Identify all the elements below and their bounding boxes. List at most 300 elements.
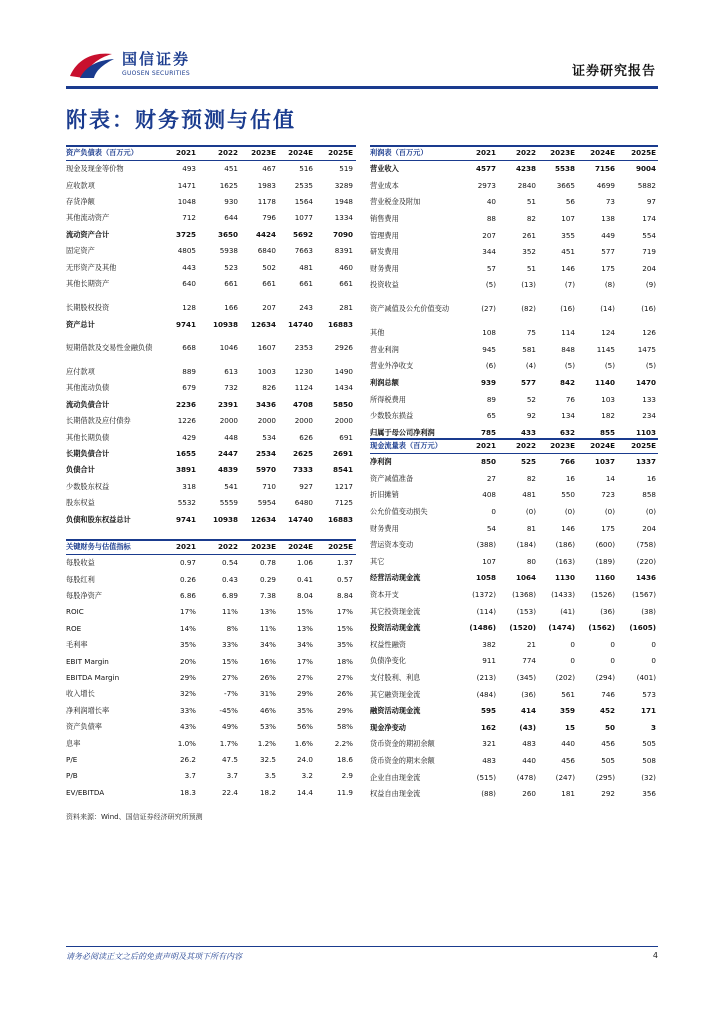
cell-value: 15% — [222, 656, 238, 666]
cell-value: 18% — [337, 656, 353, 666]
cell-value: 4699 — [596, 180, 615, 190]
cell-value: 8.84 — [336, 590, 353, 600]
row-label: 短期借款及交易性金融负债 — [66, 343, 153, 353]
cell-value: 2025E — [328, 541, 353, 551]
cell-value: 0 — [491, 506, 496, 516]
cell-value: 5850 — [332, 399, 353, 409]
cell-value: 21 — [526, 639, 536, 649]
table-row — [370, 178, 658, 195]
cell-value: 502 — [262, 262, 276, 272]
row-label: 长期借款及应付债券 — [66, 416, 131, 426]
cell-value: 8% — [226, 623, 238, 633]
table-row — [66, 719, 356, 735]
cell-value: (202) — [555, 672, 575, 682]
cell-value: 483 — [482, 755, 496, 765]
disclaimer-note: 请务必阅读正文之后的免责声明及其项下所有内容 — [66, 952, 242, 961]
row-label: 现金净变动 — [370, 722, 406, 732]
cell-value: 128 — [182, 303, 196, 313]
cell-value: 32.5 — [259, 754, 276, 764]
cell-value: 146 — [561, 523, 575, 533]
cell-value: 43% — [180, 722, 196, 732]
cell-value: 2691 — [332, 448, 353, 458]
cell-value: (32) — [641, 772, 656, 782]
cell-value: (1605) — [629, 623, 656, 633]
cell-value: 18.3 — [179, 787, 196, 797]
table-row — [66, 653, 356, 669]
cell-value: (189) — [595, 556, 615, 566]
cell-value: 746 — [601, 689, 615, 699]
cell-value: 355 — [561, 230, 575, 240]
cell-value: 1145 — [596, 344, 615, 354]
cell-value: 911 — [482, 656, 496, 666]
table-row — [66, 161, 356, 177]
table-row — [66, 276, 356, 292]
table-row — [370, 471, 658, 488]
cell-value: 20% — [180, 656, 196, 666]
cell-value: 1.7% — [219, 738, 238, 748]
cell-value: 5954 — [257, 498, 276, 508]
cell-value: 234 — [642, 411, 656, 421]
cell-value: 719 — [642, 247, 656, 257]
table-header-row — [370, 438, 658, 454]
cell-value: (478) — [516, 772, 536, 782]
row-label: 财务费用 — [370, 523, 399, 533]
cell-value: 14% — [180, 623, 196, 633]
cell-value: (1562) — [588, 623, 615, 633]
table-row — [66, 511, 356, 527]
cell-value: (0) — [645, 506, 656, 516]
cell-value: 481 — [299, 262, 313, 272]
cell-value: 114 — [561, 328, 575, 338]
cell-value: 0.57 — [336, 574, 353, 584]
cell-value: 691 — [339, 432, 353, 442]
cell-value: 2022 — [217, 147, 238, 157]
income-statement-table — [370, 145, 658, 439]
table-row — [66, 317, 356, 333]
cell-value: 8541 — [332, 465, 353, 475]
cell-value: 58% — [337, 722, 353, 732]
cell-value: 2021 — [175, 541, 196, 551]
cell-value: 414 — [520, 706, 536, 716]
table-row — [66, 364, 356, 380]
cell-value: 1470 — [635, 377, 656, 387]
cell-value: 1230 — [294, 366, 313, 376]
cell-value: 1124 — [294, 383, 313, 393]
cell-value: 17% — [180, 607, 196, 617]
cell-value: 644 — [224, 213, 238, 223]
cell-value: 18.6 — [336, 754, 353, 764]
row-label: 支付股利、利息 — [370, 672, 421, 682]
cell-value: 40 — [486, 197, 496, 207]
cell-value: 12634 — [250, 319, 276, 329]
cell-value: 2022 — [515, 147, 536, 157]
cell-value: 174 — [642, 213, 656, 223]
cell-value: 146 — [561, 263, 575, 273]
cell-value: 2625 — [292, 448, 313, 458]
cell-value: 51 — [526, 197, 536, 207]
table-row — [370, 620, 658, 637]
cell-value: 2000 — [219, 416, 238, 426]
cell-value: (36) — [600, 606, 615, 616]
cell-value: 930 — [224, 196, 238, 206]
cell-value: 171 — [640, 706, 656, 716]
cell-value: 710 — [262, 481, 276, 491]
table-row — [370, 703, 658, 720]
cell-value: 175 — [601, 523, 615, 533]
cell-value: 451 — [224, 164, 238, 174]
report-type: 证券研究报告 — [571, 64, 656, 79]
table-row — [370, 211, 658, 228]
cell-value: 826 — [262, 383, 276, 393]
cell-value: (0) — [525, 506, 536, 516]
cell-value: 855 — [599, 427, 615, 437]
cell-value: 29% — [180, 672, 196, 682]
cell-value: (9) — [645, 280, 656, 290]
cash-flow-table — [370, 438, 658, 804]
cell-value: 449 — [601, 230, 615, 240]
cell-value: 1217 — [334, 481, 353, 491]
row-label: 经营活动现金流 — [370, 573, 421, 583]
cell-value: 440 — [561, 739, 575, 749]
cell-value: (515) — [476, 772, 496, 782]
cell-value: 11.9 — [336, 787, 353, 797]
table-row — [66, 429, 356, 445]
table-row — [66, 479, 356, 495]
cell-value: (184) — [516, 540, 536, 550]
cell-value: 2023E — [550, 440, 575, 450]
cell-value: 162 — [480, 722, 496, 732]
row-label: 融资活动现金流 — [370, 706, 421, 716]
cell-value: 3891 — [175, 465, 196, 475]
cell-value: 1948 — [334, 196, 353, 206]
row-label: 无形资产及其他 — [66, 262, 117, 272]
cell-value: 5559 — [219, 498, 238, 508]
cell-value: 2023E — [251, 541, 276, 551]
row-label: 营业外净收支 — [370, 361, 414, 371]
cell-value: 0 — [651, 639, 656, 649]
cell-value: (27) — [481, 304, 496, 314]
footer-divider — [66, 946, 658, 947]
cell-value: 2973 — [477, 180, 496, 190]
cell-value: 46% — [260, 705, 276, 715]
cell-value: 2022 — [217, 541, 238, 551]
row-label: 所得税费用 — [370, 394, 406, 404]
cell-value: 14740 — [287, 319, 313, 329]
cell-value: 2024E — [288, 541, 313, 551]
cell-value: (14) — [600, 304, 615, 314]
cell-value: 207 — [482, 230, 496, 240]
table-row — [370, 244, 658, 261]
cell-value: 52 — [526, 394, 536, 404]
table-row — [370, 325, 658, 342]
cell-value: 207 — [262, 303, 276, 313]
table-row — [66, 768, 356, 784]
row-label: 营业成本 — [370, 180, 399, 190]
table-row — [66, 259, 356, 275]
table-row — [370, 637, 658, 654]
cell-value: 1471 — [177, 180, 196, 190]
row-label: 毛利率 — [66, 640, 88, 650]
cell-value: 712 — [182, 213, 196, 223]
row-label: 折旧摊销 — [370, 490, 399, 500]
cell-value: 7.38 — [259, 590, 276, 600]
cell-value: 26% — [337, 689, 353, 699]
table-row — [370, 342, 658, 359]
cell-value: 554 — [642, 230, 656, 240]
cell-value: 2021 — [475, 440, 496, 450]
cell-value: 1048 — [177, 196, 196, 206]
table-row — [66, 686, 356, 702]
table-row — [370, 504, 658, 521]
cell-value: 54 — [486, 523, 496, 533]
cell-value: 181 — [561, 789, 575, 799]
cell-value: -45% — [219, 705, 238, 715]
table-row — [370, 161, 658, 178]
row-label: 货币资金的期末余额 — [370, 755, 435, 765]
table-row — [66, 670, 356, 686]
cell-value: 2024E — [590, 147, 615, 157]
cell-value: 0.78 — [259, 558, 276, 568]
cell-value: 640 — [182, 278, 196, 288]
cell-value: 24.0 — [296, 754, 313, 764]
cell-value: 2534 — [255, 448, 276, 458]
cell-value: 3650 — [217, 229, 238, 239]
cell-value: 2021 — [175, 147, 196, 157]
cell-value: (153) — [516, 606, 536, 616]
cell-value: 523 — [224, 262, 238, 272]
cell-value: 467 — [262, 164, 276, 174]
cell-value: 27 — [486, 473, 496, 483]
cell-value: 0 — [570, 656, 575, 666]
cell-value: 1130 — [554, 573, 575, 583]
cell-value: 75 — [526, 328, 536, 338]
cell-value: 2926 — [334, 343, 353, 353]
cell-value: 243 — [299, 303, 313, 313]
row-label: 财务费用 — [370, 263, 399, 273]
cell-value: (43) — [519, 722, 536, 732]
cell-value: 1.2% — [257, 738, 276, 748]
row-label: 营业收入 — [370, 164, 399, 174]
row-label: 资产总计 — [66, 319, 95, 329]
cell-value: 2.2% — [334, 738, 353, 748]
cell-value: (295) — [595, 772, 615, 782]
cell-value: 1077 — [294, 213, 313, 223]
row-label: 其它 — [370, 556, 385, 566]
cell-value: 5532 — [177, 498, 196, 508]
cell-value: 1.37 — [336, 558, 353, 568]
cell-value: (5) — [604, 361, 615, 371]
cell-value: 261 — [522, 230, 536, 240]
cell-value: (8) — [604, 280, 615, 290]
cell-value: (484) — [476, 689, 496, 699]
cell-value: 13% — [260, 607, 276, 617]
table-header-row — [370, 145, 658, 161]
cell-value: 2025E — [328, 147, 353, 157]
cell-value: 53% — [260, 722, 276, 732]
cell-value: 1.0% — [177, 738, 196, 748]
row-label: 现金流量表（百万元） — [370, 440, 442, 450]
cell-value: (163) — [555, 556, 575, 566]
table-row — [66, 588, 356, 604]
cell-value: 4424 — [255, 229, 276, 239]
cell-value: 577 — [601, 247, 615, 257]
cell-value: 2236 — [175, 399, 196, 409]
cell-value: 281 — [339, 303, 353, 313]
row-label: ROIC — [66, 607, 84, 617]
cell-value: 505 — [642, 739, 656, 749]
row-label: 投资收益 — [370, 280, 399, 290]
cell-value: 16883 — [327, 514, 353, 524]
cell-value: 175 — [601, 263, 615, 273]
row-label: 少数股东损益 — [370, 411, 414, 421]
cell-value: (16) — [641, 304, 656, 314]
table-row — [370, 570, 658, 587]
cell-value: (5) — [485, 280, 496, 290]
table-header-row — [66, 539, 356, 555]
cell-value: (600) — [595, 540, 615, 550]
cell-value: 550 — [561, 490, 575, 500]
row-label: 每股收益 — [66, 558, 95, 568]
key-indicators-table — [66, 539, 356, 801]
cell-value: 5538 — [554, 164, 575, 174]
cell-value: (401) — [636, 672, 656, 682]
brand-name-en: GUOSEN SECURITIES — [122, 70, 191, 77]
cell-value: 124 — [601, 328, 615, 338]
row-label: 资产减值准备 — [370, 473, 414, 483]
cell-value: 1983 — [257, 180, 276, 190]
cell-value: 3725 — [175, 229, 196, 239]
cell-value: 1.6% — [294, 738, 313, 748]
row-label: 负债合计 — [66, 465, 95, 475]
cell-value: (1474) — [548, 623, 575, 633]
table-row — [370, 670, 658, 687]
row-label: 关键财务与估值指标 — [66, 541, 131, 551]
row-label: 负债净变化 — [370, 656, 406, 666]
cell-value: 626 — [299, 432, 313, 442]
cell-value: 1160 — [594, 573, 615, 583]
row-label: 其他流动资产 — [66, 213, 110, 223]
cell-value: 1037 — [594, 457, 615, 467]
cell-value: 2447 — [217, 448, 238, 458]
cell-value: 661 — [339, 278, 353, 288]
cell-value: 14740 — [287, 514, 313, 524]
cell-value: (247) — [555, 772, 575, 782]
brand-name-cn: 国信证券 — [122, 50, 191, 68]
cell-value: (41) — [560, 606, 575, 616]
cell-value: 440 — [522, 755, 536, 765]
cell-value: 3436 — [255, 399, 276, 409]
table-row — [66, 462, 356, 478]
cell-value: 679 — [182, 383, 196, 393]
row-label: 权益性融资 — [370, 639, 406, 649]
cell-value: 108 — [482, 328, 496, 338]
cell-value: 460 — [339, 262, 353, 272]
table-row — [66, 210, 356, 226]
cell-value: 595 — [480, 706, 496, 716]
cell-value: 13% — [297, 623, 313, 633]
cell-value: 632 — [559, 427, 575, 437]
row-label: 资产负债表（百万元） — [66, 147, 138, 157]
cell-value: 89 — [486, 394, 496, 404]
cell-value: (1486) — [469, 623, 496, 633]
cell-value: 4805 — [177, 246, 196, 256]
cell-value: (38) — [641, 606, 656, 616]
cell-value: 2535 — [294, 180, 313, 190]
table-row — [370, 194, 658, 211]
table-row — [370, 520, 658, 537]
row-label: 资产负债率 — [66, 722, 102, 732]
cell-value: 51 — [526, 263, 536, 273]
cell-value: 889 — [182, 366, 196, 376]
row-label: EBIT Margin — [66, 656, 109, 666]
cell-value: 2024E — [288, 147, 313, 157]
cell-value: 9741 — [175, 514, 196, 524]
cell-value: -7% — [224, 689, 238, 699]
cell-value: 774 — [522, 656, 536, 666]
row-label: 资产减值及公允价值变动 — [370, 304, 450, 314]
table-row — [66, 735, 356, 751]
table-row — [66, 227, 356, 243]
cell-value: 481 — [522, 490, 536, 500]
cell-value: (88) — [481, 789, 496, 799]
row-label: ROE — [66, 623, 82, 633]
cell-value: 34% — [297, 640, 313, 650]
cell-value: 14 — [605, 473, 615, 483]
cell-value: 0 — [610, 639, 615, 649]
cell-value: (1372) — [472, 589, 496, 599]
cell-value: 26.2 — [179, 754, 196, 764]
cell-value: 8.04 — [296, 590, 313, 600]
cell-value: 1178 — [257, 196, 276, 206]
cell-value: 260 — [522, 789, 536, 799]
cell-value: 2000 — [294, 416, 313, 426]
cell-value: 0.54 — [221, 558, 238, 568]
cell-value: 31% — [260, 689, 276, 699]
cell-value: 661 — [224, 278, 238, 288]
cell-value: 6.86 — [179, 590, 196, 600]
cell-value: 525 — [520, 457, 536, 467]
row-label: 货币资金的期初余额 — [370, 739, 435, 749]
row-label: EBITDA Margin — [66, 672, 120, 682]
cell-value: 359 — [559, 706, 575, 716]
table-row — [370, 261, 658, 278]
cell-value: 842 — [559, 377, 575, 387]
source-note: 资料来源：Wind、国信证券经济研究所预测 — [66, 813, 203, 821]
cell-value: 56 — [565, 197, 575, 207]
cell-value: 73 — [605, 197, 615, 207]
cell-value: 16% — [260, 656, 276, 666]
cell-value: 3.7 — [226, 771, 238, 781]
cell-value: 92 — [526, 411, 536, 421]
cell-value: 2023E — [550, 147, 575, 157]
cell-value: 451 — [561, 247, 575, 257]
table-row — [370, 408, 658, 425]
cell-value: 1564 — [294, 196, 313, 206]
cell-value: 7125 — [334, 498, 353, 508]
cell-value: 15% — [297, 607, 313, 617]
cell-value: 81 — [526, 523, 536, 533]
cell-value: 16 — [565, 473, 575, 483]
row-label: 负债和股东权益总计 — [66, 514, 131, 524]
cell-value: 4839 — [217, 465, 238, 475]
cell-value: 429 — [182, 432, 196, 442]
cell-value: 661 — [262, 278, 276, 288]
table-row — [66, 397, 356, 413]
cell-value: (1368) — [512, 589, 536, 599]
cell-value: 2025E — [631, 147, 656, 157]
cell-value: 939 — [480, 377, 496, 387]
cell-value: (36) — [521, 689, 536, 699]
